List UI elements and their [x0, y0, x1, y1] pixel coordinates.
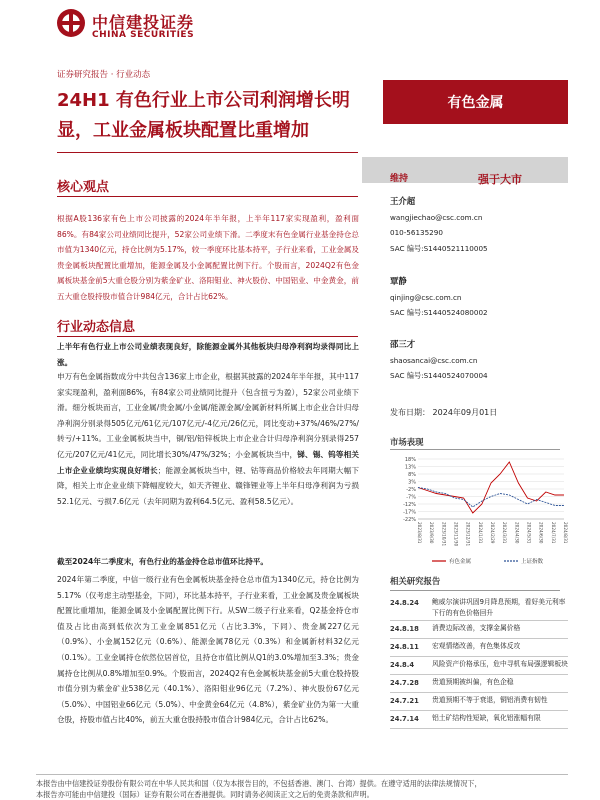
analyst-sac: SAC 编号:S1440521110005: [390, 243, 488, 253]
related-report-row[interactable]: [390, 675, 568, 693]
related-report-date: 24.8.11: [390, 643, 419, 651]
publish-value: 2024年09月01日: [432, 408, 498, 417]
x-tick-label: 2024/5/31: [526, 522, 532, 544]
disclaimer-footer: [36, 778, 576, 800]
related-divider: [390, 590, 560, 591]
company-emblem-icon: [56, 8, 86, 38]
x-tick-label: 2023/10/31: [441, 522, 447, 547]
related-report-title[interactable]: 铝土矿结构性短缺，氧化铝涨幅有限: [432, 714, 541, 722]
rating-value: 强于大市: [478, 173, 522, 186]
related-report-date: 24.8.24: [390, 599, 419, 607]
y-tick-label: -7%: [406, 494, 416, 501]
related-report-date: 24.7.14: [390, 715, 419, 723]
x-tick-label: 2024/8/31: [563, 522, 568, 544]
legend-label: 上证指数: [521, 559, 544, 565]
report-title: 24H1 有色行业上市公司利润增长明显，工业金属板块配置比重增加: [57, 90, 350, 141]
text-run: 截至2024年二季度末，有色行业的基金持仓总市值环比持平。: [57, 557, 268, 566]
x-tick-label: 2024/2/29: [490, 522, 495, 544]
related-report-title[interactable]: 风险资产价格承压，危中寻机布局强逻辑板块: [432, 660, 568, 668]
analyst-name: 王介超: [390, 196, 416, 206]
text-run: 上半年有色行业上市公司业绩表现良好，除能源金属外其他板块归母净利润均录得同比上涨。: [57, 342, 359, 367]
dynamics-heading: 行业动态信息: [57, 320, 136, 335]
y-tick-label: 13%: [404, 464, 416, 471]
related-reports-list: [390, 595, 568, 729]
analyst-email[interactable]: wangjiechao@csc.com.cn: [390, 212, 483, 222]
core-view-heading: 核心观点: [57, 180, 110, 195]
y-tick-label: 8%: [408, 472, 416, 478]
x-tick-label: 2024/1/31: [477, 522, 483, 544]
y-tick-label: 3%: [408, 479, 416, 486]
y-tick-label: -17%: [403, 509, 416, 516]
y-tick-label: -22%: [403, 517, 416, 523]
title-divider: [57, 152, 358, 153]
dynamics-lead-2: [57, 554, 359, 570]
disclaimer-line-2: 本报告亦可能由中信建投（国际）证券有限公司在香港提供。同时请务必阅读正文之后的免责条款和声明。: [36, 790, 374, 799]
related-report-title[interactable]: 鲍威尔演讲巩固9月降息预期，看好美元利率下行的有色价格回升: [432, 598, 566, 617]
industry-badge: 有色金属: [383, 80, 568, 124]
legend-label: 有色金属: [449, 559, 472, 565]
related-report-title[interactable]: 消费边际改善，支撑金属价格: [432, 624, 521, 632]
x-tick-label: 2024/4/30: [514, 522, 520, 544]
analyst-email[interactable]: shaosancai@csc.com.cn: [390, 355, 478, 365]
related-report-date: 24.8.4: [390, 661, 415, 669]
x-tick-label: 2024/7/31: [550, 522, 556, 544]
brand-name-cn: 中信建投证券: [92, 13, 195, 32]
brand-logo: [56, 8, 226, 48]
x-tick-label: 2024/6/30: [538, 522, 544, 544]
text-run: 根据A股136家有色上市公司披露的2024年半年报，上半年117家实现盈利，盈利面86%。有84家公司业绩同比提升，52家公司业绩下滑。二季度末有色金属行业基金持仓总市值为1340亿元，持仓比例为5.17%，较一季度环比基本持平，子行业来看，工业金属及贵金属板块配置比重增加，能源金属及小金属配置比例下行。个股而言，2024Q2有色金属板块基金前5大重仓股分别为紫金矿业、洛阳钼业、神火股份、中国铝业、中金黄金，前五大重仓股持股市值合计984亿元，合计占比62%。: [57, 214, 359, 301]
document-type: 证券研究报告 · 行业动态: [57, 70, 151, 80]
x-tick-label: 2023/12/31: [465, 522, 471, 547]
related-report-title[interactable]: 贵道预期被纠偏，有色企稳: [432, 678, 514, 686]
text-run: 申万有色金属指数成分中共包含136家上市企业，根据其披露的2024年半年报，其中117家实现盈利，盈利面86%，有84家公司业绩同比提升（包含扭亏为盈），52家公司业绩下滑。细分板块而言，工业金属/贵金属/小金属/能源金属/金属新材料所属上市企业合计归母净利润分别录得505亿元/61亿元/107亿元/-4亿元/26亿元，同比变动+37%/46%/27%/转亏/+11%。工业金属板块当中，铜/铝/铅锌板块上市企业合计归母净利润分别录得257亿元/207亿元/41亿元，同比增长30%/47%/32%；小金属板块当中，: [57, 372, 359, 459]
related-report-row[interactable]: [390, 657, 568, 675]
analyst-card-3: [390, 337, 488, 384]
analyst-card-2: [390, 274, 488, 321]
dynamics-body-1: [57, 369, 359, 509]
dynamics-body-2: [57, 572, 359, 728]
related-report-row[interactable]: [390, 693, 568, 711]
rating-action: 维持: [390, 174, 409, 184]
publish-date: [390, 407, 497, 418]
related-report-row[interactable]: [390, 711, 568, 729]
related-report-title[interactable]: 贵道预期不等于衰退，铜铝消费有韧性: [432, 696, 548, 704]
brand-name-en: CHINA SECURITIES: [92, 30, 195, 40]
text-run: 锑、锡、钨等相关上市企业业绩均实现良好增长: [57, 449, 360, 475]
dynamics-divider: [57, 336, 358, 337]
core-view-divider: [57, 196, 358, 197]
related-report-row[interactable]: [390, 639, 568, 657]
analyst-card-1: [390, 194, 488, 256]
related-report-row[interactable]: [390, 621, 568, 639]
x-tick-label: 2023/11/30: [453, 522, 459, 547]
y-tick-label: -2%: [406, 487, 416, 493]
series-line-1: [418, 462, 564, 513]
x-tick-label: 2024/3/31: [502, 522, 508, 544]
analyst-sac: SAC 编号:S1440524070004: [390, 371, 488, 380]
footer-divider: [36, 774, 568, 775]
analyst-email[interactable]: qinjing@csc.com.cn: [390, 292, 462, 302]
dynamics-lead: [57, 339, 359, 370]
related-heading: 相关研究报告: [390, 576, 441, 586]
related-report-date: 24.8.18: [390, 625, 419, 633]
market-performance-chart: [392, 455, 568, 570]
market-divider: [390, 449, 560, 450]
related-report-date: 24.7.28: [390, 679, 419, 687]
publish-label: 发布日期：: [390, 408, 430, 417]
related-report-title[interactable]: 宏观情绪改善，有色集体反攻: [432, 642, 521, 650]
analyst-sac: SAC 编号:S1440524080002: [390, 308, 488, 317]
related-report-date: 24.7.21: [390, 697, 419, 705]
text-run: ；能源金属板块当中，锂、钴等商品价格较去年同期大幅下降，相关上市企业业绩下降幅度较大，如天齐锂业、赣锋锂业等上半年归母净利润为亏损52.1亿元、亏损7.6亿元（去年同期为盈利64.5亿元、盈利58.5亿元）。: [57, 465, 359, 506]
analyst-name: 邵三才: [390, 339, 416, 349]
disclaimer-line-1: 本报告由中信建投证券股份有限公司在中华人民共和国（仅为本报告目的，不包括香港、澳门、台湾）提供。在遵守适用的法律法规情况下，: [36, 779, 482, 788]
x-tick-label: 2023/8/31: [417, 522, 422, 544]
core-view-paragraph: [57, 211, 359, 305]
y-tick-label: -12%: [403, 502, 416, 508]
text-run: 2024年第二季度，中信一级行业有色金属板块基金持仓总市值为1340亿元，持仓比例为5.17%（仅考虑主动型基金，下同），环比基本持平，子行业来看，工业金属及贵金属板块配置比重增加，能源金属及小金属配置比例下行。从SW二级子行业来看，Q2基金持仓市值及占比由高到低依次为工业金属851亿元（占比3.3%，下同）、贵金属227亿元（0.9%）、小金属152亿元（0.6%）、能源金属78亿元（0.3%）和金属新材料32亿元（0.1%）。工业金属持仓依然位居首位，且持仓市值比例从Q1的3.0%增加至3.3%；贵金属持仓比例从0.8%增加至0.9%。个股而言，2024Q2有色金属板块基金前5大重仓股持股市值分别为紫金矿业538亿元（40.1%）、洛阳钼业96亿元（7.2%）、神火股份67亿元（5.0%）、中国铝业66亿元（5.0%）、中金黄金64亿元（4.8%），紫金矿业仍为第一大重仓股，持股市值占比40%，前五大重仓股持股市值合计984亿元，合计占比62%。: [57, 575, 359, 725]
x-tick-label: 2023/9/30: [429, 522, 435, 544]
market-heading: 市场表现: [390, 437, 424, 447]
y-tick-label: 18%: [404, 457, 416, 463]
related-report-row[interactable]: [390, 595, 568, 621]
analyst-name: 覃静: [390, 276, 407, 286]
analyst-phone: 010-56135290: [390, 228, 443, 237]
